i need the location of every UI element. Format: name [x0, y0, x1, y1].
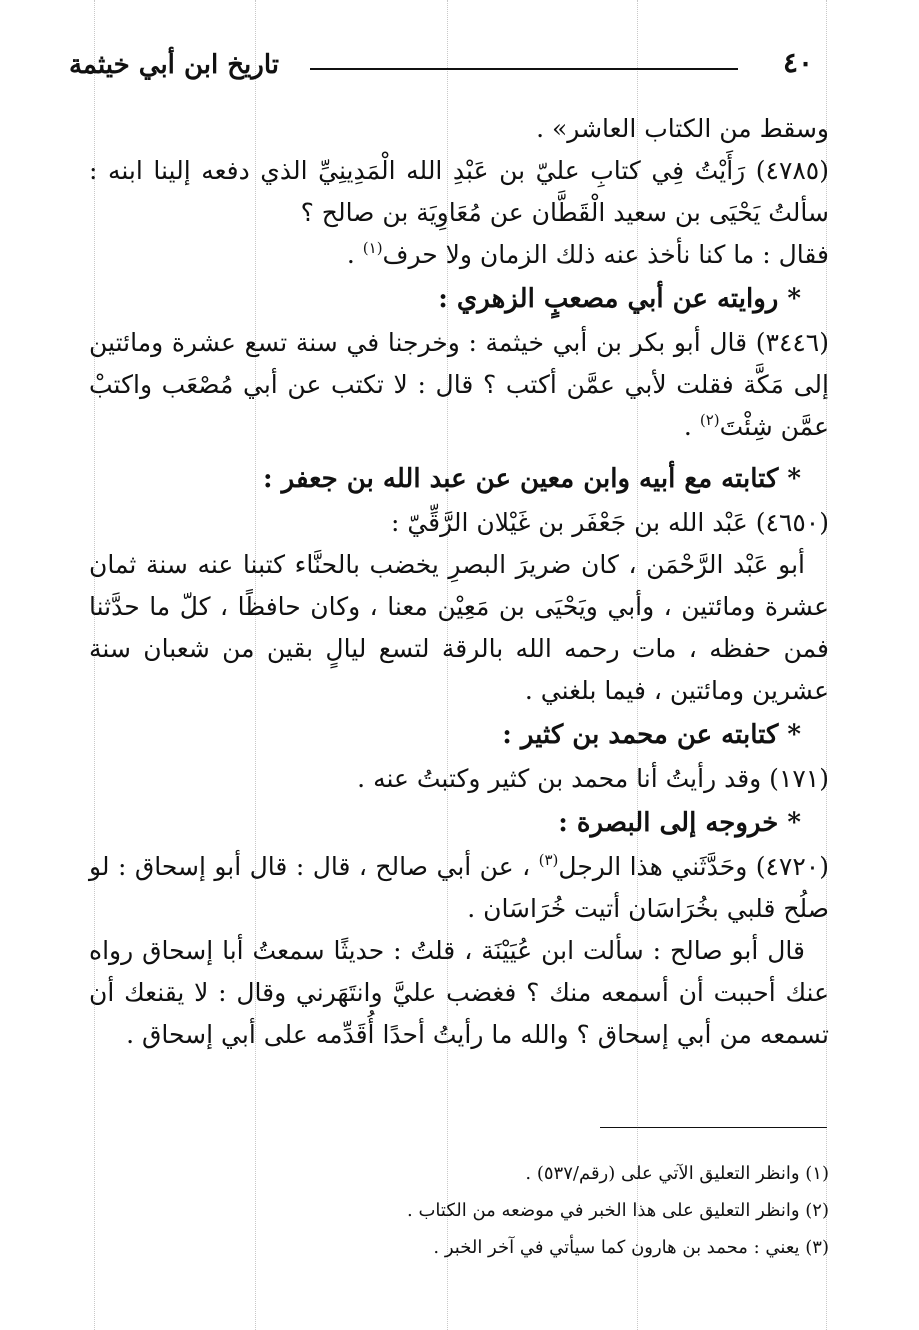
- section-heading-muhammad-kathir: * كتابته عن محمد بن كثير :: [502, 720, 801, 750]
- paragraph-abu-salih: قال أبو صالح : سألت ابن عُيَيْنَة ، قلتُ : حديثًا سمعتُ أبا إسحاق رواه عنك أحببت أن أسمعه منك ؟ فغضب عليَّ وانتَهَرني وقال : لا يقنعك أن تسمعه من أبي إسحاق ؟ والله ما رأيتُ أحدًا أُقَدِّمه على أبي إسحاق .: [89, 936, 829, 1049]
- running-title: تاريخ ابن أبي خيثمة: [68, 50, 279, 80]
- footnote-ref-2[interactable]: (٢): [699, 411, 720, 429]
- footnote-1: (١) وانظر التعليق الآتي على (رقم/٥٣٧) .: [525, 1163, 829, 1184]
- footnote-ref-1[interactable]: (١): [362, 239, 383, 257]
- footnotes: [89, 1155, 829, 1266]
- paragraph-171: (١٧١) وقد رأيتُ أنا محمد بن كثير وكتبتُ عنه .: [357, 764, 829, 793]
- paragraph-4650: (٤٦٥٠) عَبْد الله بن جَعْفَر بن غَيْلان الرَّقِّيّ :: [390, 508, 829, 537]
- footnote-rule: [600, 1127, 827, 1128]
- paragraph-answer: فقال : ما كنا نأخذ عنه ذلك الزمان ولا حرف$^{(١)}$ .: [346, 239, 829, 269]
- paragraph-1: وسقط من الكتاب العاشر» .: [536, 114, 829, 143]
- header-rule: [310, 68, 738, 70]
- paragraph-4720: (٤٧٢٠) وحَدَّثَني هذا الرجل$^{(٣)}$ ، عن أبي صالح ، قال : قال أبو إسحاق : لو صلُح قلبي بخُرَاسَان أتيت خُرَاسَان .: [89, 851, 829, 923]
- paragraph-biography: أبو عَبْد الرَّحْمَن ، كان ضريرَ البصرِ يخضب بالحنَّاء كتبنا عنه سنة ثمان عشرة ومائتين ، وأبي ويَحْيَى بن مَعِيْن معنا ، وكان حافظًا ، كلّ ما حدَّثنا فمن حفظه ، مات رحمه الله بالرقة لتسع ليالٍ بقين من شعبان سنة عشرين ومائتين ، فيما بلغني .: [89, 550, 829, 705]
- footnote-ref-3[interactable]: (٣): [538, 851, 559, 869]
- paragraph-4785: (٤٧٨٥) رَأَيْتُ فِي كتابِ عليّ بن عَبْدِ الله الْمَدِينِيِّ الذي دفعه إلينا ابنه : سألتُ يَحْيَى بن سعيد الْقَطَّان عن مُعَاوِيَة بن صالح ؟: [89, 156, 829, 227]
- section-heading-basra: * خروجه إلى البصرة :: [558, 808, 801, 838]
- footnote-2: (٢) وانظر التعليق على هذا الخبر في موضعه من الكتاب .: [407, 1200, 829, 1221]
- section-heading-abdallah-jafar: * كتابته مع أبيه وابن معين عن عبد الله بن جعفر :: [262, 464, 801, 494]
- section-heading-abu-musab: * روايته عن أبي مصعبٍ الزهري :: [438, 284, 801, 314]
- page-number: ٤٠: [783, 46, 814, 79]
- main-text: [89, 108, 829, 1056]
- footnote-3: (٣) يعني : محمد بن هارون كما سيأتي في آخر الخبر .: [433, 1237, 829, 1258]
- paragraph-3446: (٣٤٤٦) قال أبو بكر بن أبي خيثمة : وخرجنا في سنة تسع عشرة ومائتين إلى مَكَّة فقلت لأبي عمَّن أكتب ؟ قال : لا تكتب عن أبي مُصْعَب واكتبْ عمَّن شِئْتَ$^{(٢)}$ .: [89, 328, 829, 441]
